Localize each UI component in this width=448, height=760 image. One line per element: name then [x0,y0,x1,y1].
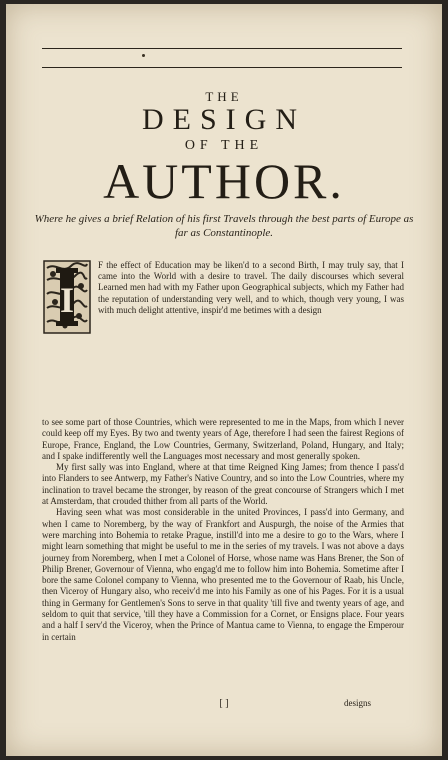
ornament-dot [142,54,145,57]
chapter-subtitle: Where he gives a brief Relation of his first Travels through the best parts of Europe as far as Constantinople. [34,213,414,239]
top-rule [42,48,402,49]
heading-design: DESIGN [142,103,306,136]
paragraph-2: My first sally was into England, where at that time Reigned King James; from thence I pass'd into Flanders to see Antwerp, my Father's Native Country, and so into the Low Countries, where my inclination to travel became the stronger, by reason of the great concourse of Strangers which I met at Amsterdam, that crouded thither from all parts of the World. [42,462,404,507]
book-page [6,4,442,756]
page-number: [ ] [219,698,229,709]
heading-of-the: OF THE [184,138,264,153]
paragraph-1-continued: to see some part of those Countries, which were represented to me in the Maps, from which I never could keep off my Eyes. By two and twenty years of Age, therefore I had seen the fairest Regions of Europe, France, England, the Low Countries, Germany, Switzerland, Poland, Hungary, and Italy; and I spake indifferently well the Languages most necessary and most generally spoken. [42,417,404,461]
opening-paragraph [98,260,404,316]
second-rule [42,67,402,68]
paragraph-3: Having seen what was most considerable in the united Provinces, I pass'd into Germany, and when I came to Noremberg, by the way of Frankfort and Auspurgh, the noise of the Armies that were marching into Bohemia to retake Prague, instill'd into me a desire to go to the Wars, where I might learn something that might be useful to me in the series of my travels. I was not above a days journey from Noremberg, when I met a Colonel of Horse, whose name was Hans Brener, the Son of Philip Brener, Governour of Vienna, who engag'd me to follow him into Bohemia. Sometime after I bore the same Colonel company to Vienna, who presented me to the Governour of Raab, his Uncle, then Viceroy of Hungary also, who receiv'd me into his Family as one of his Pages. For it is a usual thing in Germany for Gentlemen's Sons to serve in that quality 'till five and twenty years of age, and seldom to quit that service, 'till they have a Commission for a Cornet, or Ensigns place. Four years and a half I serv'd the Viceroy, when the Prince of Mantua came to Vienna, to engage the Emperour in certain [42,507,404,642]
heading-author: AUTHOR. [103,153,345,209]
decorated-initial-icon [43,260,91,334]
catchword: designs [344,698,371,708]
body-text [42,417,404,643]
heading-the: THE [205,89,243,104]
opening-paragraph-text: F the effect of Education may be liken'd to a second Birth, I may truly say, that I came into the World with a desire to travel. The daily discourses which several Learned men had with my Father upon Geographical subjects, which my Father had the reputation of understanding very well, and to which, though very young, I was with much delight attentive, inspir'd me betimes with a design [98,260,404,315]
initial-letter: I [59,280,75,320]
